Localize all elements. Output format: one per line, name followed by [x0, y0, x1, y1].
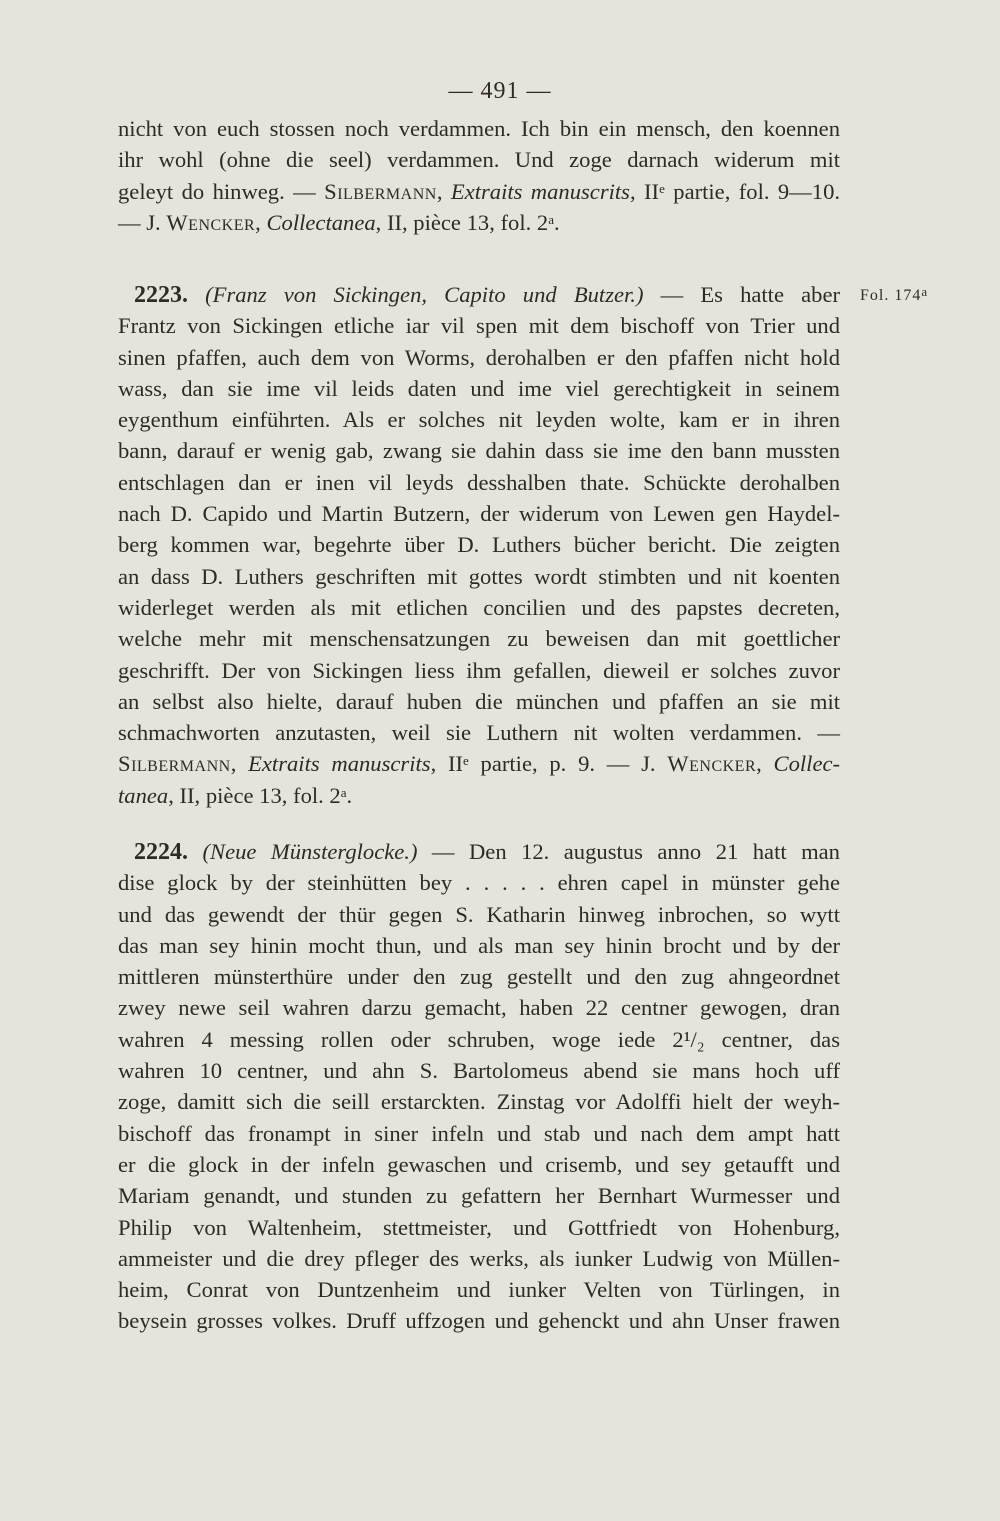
citation-author: Silbermann [324, 178, 437, 204]
text-line: ihr wohl (ohne die seel) verdammen. Und zoge darnach widerum mit [118, 147, 840, 173]
text-line: sinen pfaffen, auch dem von Worms, derohalben er den pfaffen nicht hold [118, 344, 840, 370]
text-line: widerleget werden als mit etlichen concilien und des papstes decreten, [118, 594, 840, 620]
entry-number: 2224. [134, 839, 188, 865]
text-line: welche mehr mit menschensatzungen zu beweisen dan mit goettlicher [118, 626, 840, 652]
entry-heading-line: 2223. (Franz von Sickingen, Capito und Butzer.) — Es hatte aber [134, 282, 840, 308]
citation-work: Extraits manuscrits [248, 751, 431, 777]
citation-author: Silbermann [118, 751, 231, 777]
text-line: nicht von euch stossen noch verdammen. Ich bin ein mensch, den koennen [118, 116, 840, 141]
text-line: er die glock in der infeln gewaschen und crisemb, und sey getaufft und [118, 1151, 840, 1177]
text-line: eygenthum einführten. Als er solches nit leyden wolte, kam er in ihren [118, 407, 840, 433]
text-line: zoge, damitt sich die seill erstarckten. Zinstag vor Adolffi hielt der weyh- [118, 1089, 840, 1115]
entry-2223 [118, 279, 840, 811]
text-line: zwey newe seil wahren darzu gemacht, haben 22 centner gewogen, dran [118, 995, 840, 1021]
entry-heading-line: 2224. (Neue Münsterglocke.) — Den 12. augustus anno 21 hatt man [134, 839, 840, 865]
text-line: entschlagen dan er inen vil leyds desshalben thate. Schückte derohalben [118, 469, 840, 495]
text-line: beysein grosses volkes. Druff uffzogen und gehenckt und ahn Unser frawen [118, 1308, 840, 1334]
text-line: und das gewendt der thür gegen S. Katharin hinweg inbrochen, so wytt [118, 901, 840, 927]
citation-line: tanea, II, pièce 13, fol. 2$^a$. [118, 782, 353, 808]
text-line: schmachworten anzutasten, weil sie Luthern nit wolten verdammen. — [118, 720, 840, 746]
citation-work: Collectanea [266, 209, 376, 235]
text-line: geschrifft. Der von Sickingen liess ihm gefallen, dieweil er solches zuvor [118, 657, 840, 683]
text-line: Mariam genandt, und stunden zu gefattern her Bernhart Wurmesser und [118, 1183, 840, 1209]
citation-work: tanea [118, 782, 169, 808]
citation-work: Extraits manuscrits [450, 178, 630, 204]
text-line: heim, Conrat von Duntzenheim und iunker Velten von Türlingen, in [118, 1277, 840, 1303]
entry-heading: (Neue Münsterglocke.) [202, 839, 418, 864]
text-line: an selbst also hielte, darauf huben die münchen und pfaffen an sie mit [118, 688, 840, 714]
text-line: bischoff das fronampt in siner infeln und stab und nach dem ampt hatt [118, 1120, 840, 1146]
citation-line: — J. Wencker, Collectanea, II, pièce 13, fol. 2$^a$. [118, 209, 560, 235]
text-line: dise glock by der steinhütten bey . . . . . ehren capel in münster gehe [118, 870, 840, 896]
text-line: berg kommen war, begehrte über D. Luthers bücher bericht. Die zeigten [118, 532, 840, 558]
text-line: Philip von Waltenheim, stettmeister, und Gottfriedt von Hohenburg, [118, 1214, 840, 1240]
text-line: wahren 4 messing rollen oder schruben, woge iede 2¹/₂ centner, das [118, 1026, 840, 1052]
page-number: — 491 — [448, 78, 552, 104]
citation-line: Silbermann, Extraits manuscrits, IIe partie, p. 9. — J. Wencker, Collec- [118, 751, 841, 777]
entry-number: 2223. [134, 282, 188, 308]
citation-author: Wencker [667, 751, 757, 777]
text-line: wahren 10 centner, und ahn S. Bartolomeus abend sie mans hoch uff [118, 1058, 840, 1084]
text-line: an dass D. Luthers geschriften mit gottes wordt stimbten und nit koenten [118, 563, 840, 589]
text-line: bann, darauf er wenig gab, zwang sie dahin dass sie ime den bann mussten [118, 438, 840, 464]
continuation-paragraph [118, 113, 840, 238]
text-line: ammeister und die drey pfleger des werks, als iunker Ludwig von Müllen- [118, 1245, 840, 1271]
citation-author: Wencker [166, 209, 256, 235]
citation-work: Collec- [773, 751, 841, 777]
text-line: das man sey hinin mocht thun, und als man sey hinin brocht und by der [118, 932, 840, 958]
text-line: mittleren münsterthüre under den zug gestellt und den zug ahngeordnet [118, 964, 840, 990]
text-line: Frantz von Sickingen etliche iar vil spen mit dem bischoff von Trier und [118, 313, 840, 339]
citation-line: geleyt do hinweg. — Silbermann, Extraits manuscrits, IIe partie, fol. 9—10. [118, 178, 841, 204]
margin-folio-note: Fol. 174$^a$ [860, 284, 929, 304]
text-line: nach D. Capido und Martin Butzern, der widerum von Lewen gen Haydel- [118, 501, 840, 527]
entry-heading: (Franz von Sickingen, Capito und Butzer.) [205, 282, 644, 307]
text-line: wass, dan sie ime vil leids daten und ime viel gerechtigkeit in seinem [118, 375, 840, 401]
entry-2224 [118, 836, 840, 1337]
